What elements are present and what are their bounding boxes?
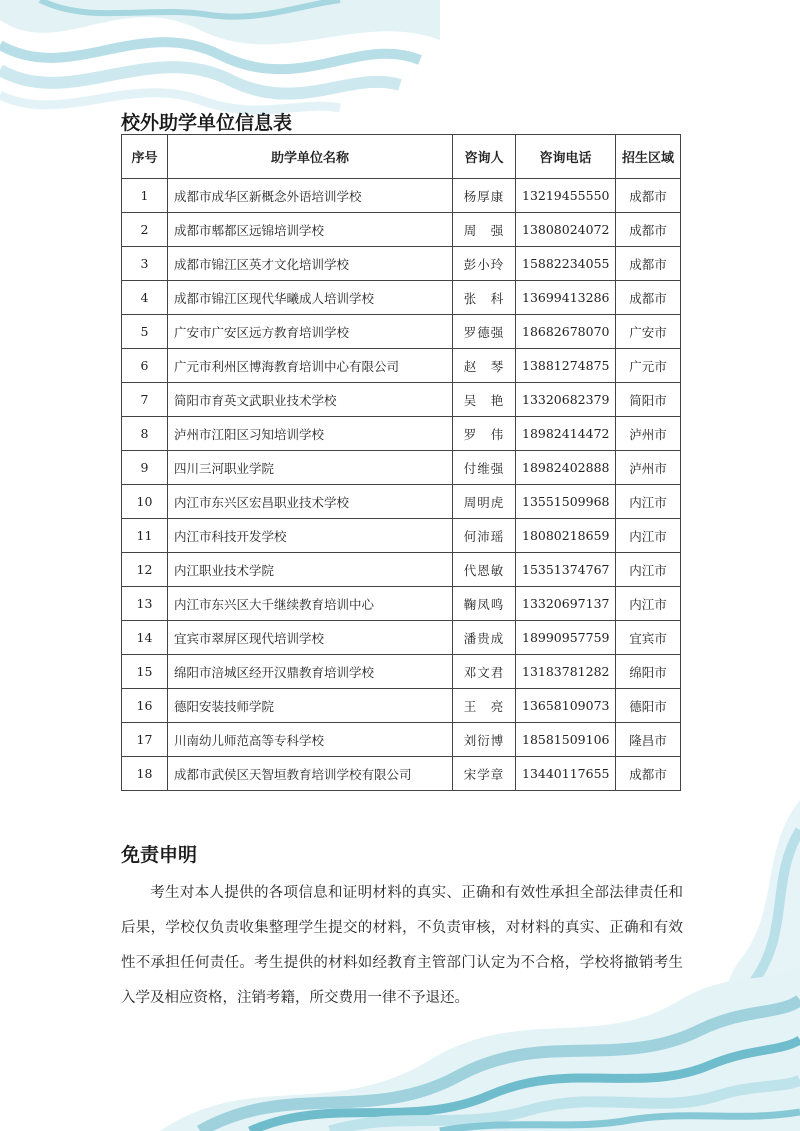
cell-area: 内江市 — [616, 587, 681, 621]
cell-person: 鞠凤鸣 — [453, 587, 516, 621]
cell-area: 泸州市 — [616, 451, 681, 485]
cell-area: 成都市 — [616, 247, 681, 281]
table-row — [122, 621, 681, 655]
header-no: 序号 — [122, 135, 168, 179]
cell-person: 代恩敏 — [453, 553, 516, 587]
cell-name: 内江市东兴区宏昌职业技术学校 — [168, 485, 453, 519]
cell-name: 宜宾市翠屏区现代培训学校 — [168, 621, 453, 655]
disclaimer-title: 免责申明 — [121, 844, 198, 866]
table-row — [122, 451, 681, 485]
cell-area: 隆昌市 — [616, 723, 681, 757]
cell-name: 川南幼儿师范高等专科学校 — [168, 723, 453, 757]
cell-no: 16 — [122, 689, 168, 723]
cell-person: 吴 艳 — [453, 383, 516, 417]
cell-no: 17 — [122, 723, 168, 757]
cell-no: 9 — [122, 451, 168, 485]
header-area: 招生区域 — [616, 135, 681, 179]
table-row — [122, 417, 681, 451]
table-row — [122, 553, 681, 587]
table-title: 校外助学单位信息表 — [121, 112, 293, 134]
cell-name: 成都市成华区新概念外语培训学校 — [168, 179, 453, 213]
cell-phone: 18581509106 — [516, 723, 616, 757]
cell-no: 13 — [122, 587, 168, 621]
disclaimer-text: 考生对本人提供的各项信息和证明材料的真实、正确和有效性承担全部法律责任和后果，学校仅负责收集整理学生提交的材料，不负责审核，对材料的真实、正确和有效性不承担任何责任。考生提供的材料如经教育主管部门认定为不合格，学校将撤销考生入学及相应资格，注销考籍，所交费用一律不予退还。 — [121, 885, 683, 1006]
cell-no: 11 — [122, 519, 168, 553]
cell-area: 广元市 — [616, 349, 681, 383]
cell-area: 泸州市 — [616, 417, 681, 451]
cell-phone: 13699413286 — [516, 281, 616, 315]
table-row — [122, 383, 681, 417]
table-row — [122, 315, 681, 349]
cell-no: 15 — [122, 655, 168, 689]
cell-phone: 13440117655 — [516, 757, 616, 791]
table-row — [122, 689, 681, 723]
cell-name: 内江职业技术学院 — [168, 553, 453, 587]
cell-no: 14 — [122, 621, 168, 655]
cell-person: 周明虎 — [453, 485, 516, 519]
cell-no: 3 — [122, 247, 168, 281]
assistance-units-table — [121, 134, 681, 791]
cell-name: 成都市锦江区英才文化培训学校 — [168, 247, 453, 281]
cell-person: 杨厚康 — [453, 179, 516, 213]
cell-no: 2 — [122, 213, 168, 247]
table-row — [122, 519, 681, 553]
cell-no: 10 — [122, 485, 168, 519]
cell-name: 绵阳市涪城区经开汉鼎教育培训学校 — [168, 655, 453, 689]
cell-no: 7 — [122, 383, 168, 417]
cell-area: 成都市 — [616, 179, 681, 213]
cell-area: 内江市 — [616, 553, 681, 587]
cell-area: 成都市 — [616, 213, 681, 247]
cell-phone: 18682678070 — [516, 315, 616, 349]
cell-phone: 18080218659 — [516, 519, 616, 553]
cell-person: 张 科 — [453, 281, 516, 315]
cell-phone: 15351374767 — [516, 553, 616, 587]
cell-person: 宋学章 — [453, 757, 516, 791]
table-row — [122, 281, 681, 315]
table-row — [122, 349, 681, 383]
cell-name: 成都市武侯区天智垣教育培训学校有限公司 — [168, 757, 453, 791]
cell-area: 成都市 — [616, 281, 681, 315]
cell-no: 8 — [122, 417, 168, 451]
cell-name: 内江市东兴区大千继续教育培训中心 — [168, 587, 453, 621]
cell-no: 4 — [122, 281, 168, 315]
table-row — [122, 213, 681, 247]
cell-no: 18 — [122, 757, 168, 791]
cell-person: 周 强 — [453, 213, 516, 247]
table-row — [122, 655, 681, 689]
cell-name: 成都市郫都区远锦培训学校 — [168, 213, 453, 247]
cell-name: 泸州市江阳区习知培训学校 — [168, 417, 453, 451]
cell-person: 刘衍博 — [453, 723, 516, 757]
disclaimer-paragraph — [121, 876, 683, 1016]
cell-person: 王 亮 — [453, 689, 516, 723]
cell-name: 广元市利州区博海教育培训中心有限公司 — [168, 349, 453, 383]
cell-person: 赵 琴 — [453, 349, 516, 383]
cell-phone: 13881274875 — [516, 349, 616, 383]
table-row — [122, 757, 681, 791]
cell-area: 内江市 — [616, 485, 681, 519]
cell-no: 5 — [122, 315, 168, 349]
table-row — [122, 587, 681, 621]
cell-phone: 13658109073 — [516, 689, 616, 723]
cell-phone: 15882234055 — [516, 247, 616, 281]
cell-area: 宜宾市 — [616, 621, 681, 655]
cell-person: 邓文君 — [453, 655, 516, 689]
cell-name: 内江市科技开发学校 — [168, 519, 453, 553]
cell-area: 简阳市 — [616, 383, 681, 417]
cell-phone: 13219455550 — [516, 179, 616, 213]
cell-area: 广安市 — [616, 315, 681, 349]
table-row — [122, 723, 681, 757]
cell-phone: 13551509968 — [516, 485, 616, 519]
table-header-row — [122, 135, 681, 179]
cell-name: 简阳市育英文武职业技术学校 — [168, 383, 453, 417]
cell-no: 12 — [122, 553, 168, 587]
table-row — [122, 247, 681, 281]
cell-name: 广安市广安区远方教育培训学校 — [168, 315, 453, 349]
cell-person: 彭小玲 — [453, 247, 516, 281]
cell-area: 成都市 — [616, 757, 681, 791]
cell-name: 四川三河职业学院 — [168, 451, 453, 485]
cell-phone: 18982402888 — [516, 451, 616, 485]
cell-name: 德阳安装技师学院 — [168, 689, 453, 723]
cell-phone: 13183781282 — [516, 655, 616, 689]
cell-phone: 18990957759 — [516, 621, 616, 655]
table-row — [122, 485, 681, 519]
cell-area: 德阳市 — [616, 689, 681, 723]
cell-no: 6 — [122, 349, 168, 383]
table-row — [122, 179, 681, 213]
cell-person: 付维强 — [453, 451, 516, 485]
cell-person: 罗德强 — [453, 315, 516, 349]
cell-phone: 13320697137 — [516, 587, 616, 621]
cell-phone: 18982414472 — [516, 417, 616, 451]
cell-person: 何沛瑶 — [453, 519, 516, 553]
cell-person: 潘贵成 — [453, 621, 516, 655]
cell-name: 成都市锦江区现代华曦成人培训学校 — [168, 281, 453, 315]
header-name: 助学单位名称 — [168, 135, 453, 179]
header-person: 咨询人 — [453, 135, 516, 179]
cell-area: 绵阳市 — [616, 655, 681, 689]
header-phone: 咨询电话 — [516, 135, 616, 179]
cell-phone: 13808024072 — [516, 213, 616, 247]
cell-area: 内江市 — [616, 519, 681, 553]
cell-no: 1 — [122, 179, 168, 213]
cell-person: 罗 伟 — [453, 417, 516, 451]
cell-phone: 13320682379 — [516, 383, 616, 417]
